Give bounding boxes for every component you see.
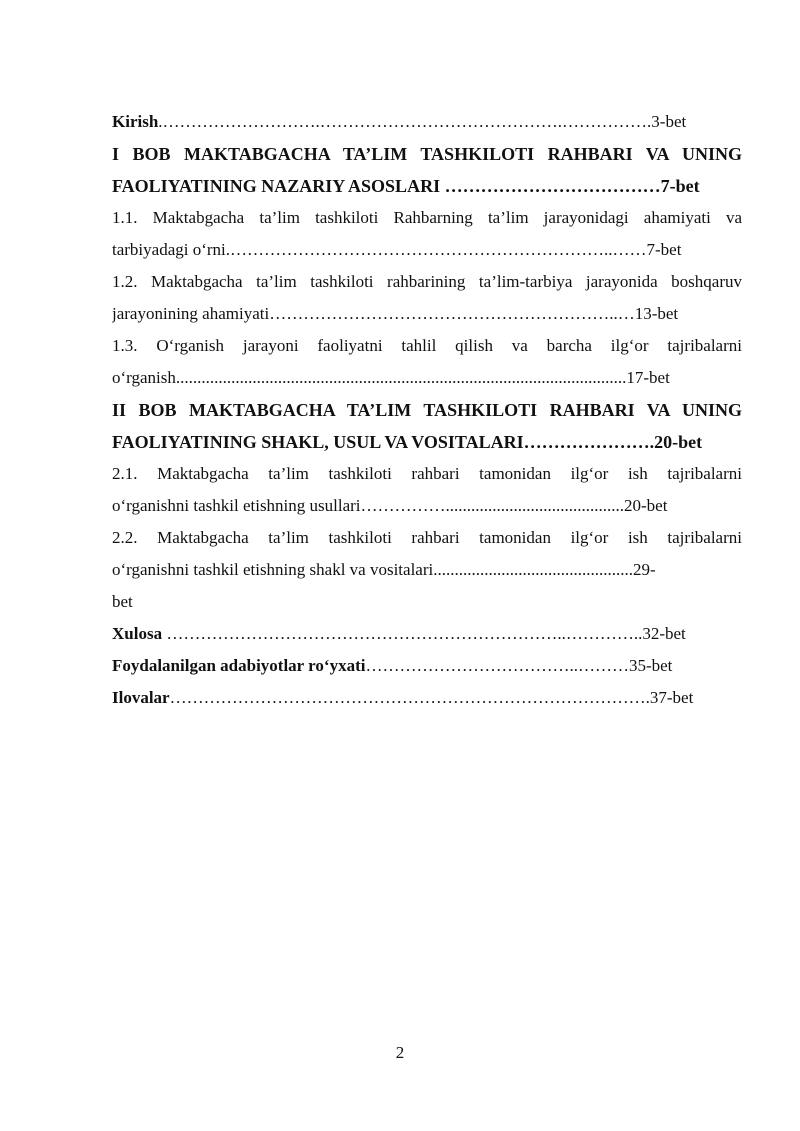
toc-section-2-2-line-2: o‘rganishni tashkil etishning shakl va vositalari...............................................29- bbox=[112, 560, 656, 579]
toc-entry-introduction bbox=[112, 106, 742, 138]
toc-section-1-3-line-2: o‘rganish..........................................................................................................17-bet bbox=[112, 368, 670, 387]
toc-section-2-1-line-2: o‘rganishni tashkil etishning usullari……………..........................................20-bet bbox=[112, 496, 668, 515]
toc-entry-leader: ……………………………………………………………..…………..32-bet bbox=[162, 624, 686, 643]
toc-chapter-1-line-1: I BOB MAKTABGACHA TA’LIM TASHKILOTI RAHBARI VA UNING bbox=[112, 144, 742, 164]
toc-entry-leader: .……………………….…………………………………….…………….3-bet bbox=[158, 112, 687, 131]
toc-section-1-2-line-2: jarayonining ahamiyati……………………………………………………..…13-bet bbox=[112, 304, 679, 323]
toc-chapter-2-line-1: II BOB MAKTABGACHA TA’LIM TASHKILOTI RAHBARI VA UNING bbox=[112, 400, 742, 420]
toc-section-1-1-line-1: 1.1. Maktabgacha ta’lim tashkiloti Rahbarning ta’lim jarayonidagi ahamiyati va bbox=[112, 208, 742, 227]
toc-section-1-1-line-2: tarbiyadagi o‘rni.…………………………………………………………..……7-bet bbox=[112, 240, 682, 259]
toc-entry-references bbox=[112, 650, 742, 682]
table-of-contents bbox=[112, 106, 742, 714]
toc-section-1-2-line-1: 1.2. Maktabgacha ta’lim tashkiloti rahbarining ta’lim-tarbiya jarayonida boshqaruv bbox=[112, 272, 742, 291]
toc-entry-leader: ………………………………………………………………………….37-bet bbox=[169, 688, 694, 707]
toc-entry-title: Xulosa bbox=[112, 624, 163, 643]
toc-entry-title: Foydalanilgan adabiyotlar ro‘yxati bbox=[112, 656, 366, 675]
toc-entry-conclusion bbox=[112, 618, 742, 650]
toc-chapter-1-line-2: FAOLIYATINING NAZARIY ASOSLARI ………………………………7-bet bbox=[112, 176, 700, 196]
toc-entry-title: Kirish bbox=[112, 112, 159, 131]
toc-chapter-2-line-2: FAOLIYATINING SHAKL, USUL VA VOSITALARI………………….20-bet bbox=[112, 432, 703, 452]
toc-entry-leader: ………………………………..………35-bet bbox=[365, 656, 673, 675]
toc-section-1-3-line-1: 1.3. O‘rganish jarayoni faoliyatni tahlil qilish va barcha ilg‘or tajribalarni bbox=[112, 336, 742, 355]
toc-section-2-2-line-1: 2.2. Maktabgacha ta’lim tashkiloti rahbari tamonidan ilg‘or ish tajribalarni bbox=[112, 528, 742, 547]
toc-entry-appendix bbox=[112, 682, 742, 714]
toc-section-2-2-line-3: bet bbox=[112, 592, 133, 611]
page-number: 2 bbox=[395, 1043, 405, 1062]
toc-section-2-1-line-1: 2.1. Maktabgacha ta’lim tashkiloti rahbari tamonidan ilg‘or ish tajribalarni bbox=[112, 464, 742, 483]
toc-entry-title: Ilovalar bbox=[112, 688, 170, 707]
